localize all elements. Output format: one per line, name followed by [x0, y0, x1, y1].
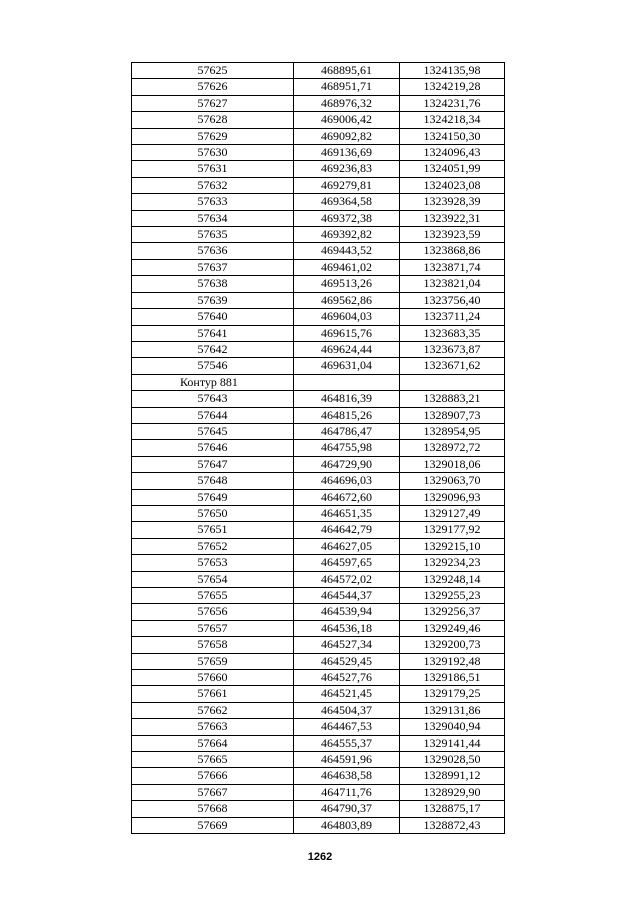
y-coordinate-cell: 1329028,50 — [400, 752, 505, 768]
x-coordinate-cell: 469604,03 — [294, 309, 400, 325]
point-id-cell: 57635 — [132, 227, 294, 243]
y-coordinate-cell: 1328972,72 — [400, 440, 505, 456]
y-coordinate-cell: 1323871,74 — [400, 259, 505, 275]
table-row — [132, 768, 505, 784]
table-row — [132, 637, 505, 653]
x-coordinate-cell: 469279,81 — [294, 177, 400, 193]
point-id-cell: 57654 — [132, 571, 294, 587]
x-coordinate-cell: 464711,76 — [294, 784, 400, 800]
point-id-cell: 57658 — [132, 637, 294, 653]
table-row — [132, 63, 505, 79]
point-id-cell: 57645 — [132, 423, 294, 439]
point-id-cell: 57667 — [132, 784, 294, 800]
point-id-cell: 57637 — [132, 259, 294, 275]
x-coordinate-cell: 464591,96 — [294, 752, 400, 768]
table-row — [132, 604, 505, 620]
x-coordinate-cell: 464527,34 — [294, 637, 400, 653]
table-row — [132, 128, 505, 144]
x-coordinate-cell: 469392,82 — [294, 227, 400, 243]
section-label: Контур 881 — [132, 374, 294, 390]
y-coordinate-cell: 1323673,87 — [400, 341, 505, 357]
table-row — [132, 620, 505, 636]
y-coordinate-cell: 1323671,62 — [400, 358, 505, 374]
x-coordinate-cell: 464672,60 — [294, 489, 400, 505]
x-coordinate-cell: 464539,94 — [294, 604, 400, 620]
point-id-cell: 57664 — [132, 735, 294, 751]
point-id-cell: 57649 — [132, 489, 294, 505]
table-row — [132, 752, 505, 768]
y-coordinate-cell: 1328991,12 — [400, 768, 505, 784]
x-coordinate-cell: 464555,37 — [294, 735, 400, 751]
table-row — [132, 588, 505, 604]
x-coordinate-cell: 469513,26 — [294, 276, 400, 292]
table-row — [132, 784, 505, 800]
y-coordinate-cell: 1329127,49 — [400, 505, 505, 521]
x-coordinate-cell: 464544,37 — [294, 588, 400, 604]
y-coordinate-cell: 1323711,24 — [400, 309, 505, 325]
table-row — [132, 325, 505, 341]
point-id-cell: 57660 — [132, 670, 294, 686]
point-id-cell: 57656 — [132, 604, 294, 620]
point-id-cell: 57665 — [132, 752, 294, 768]
table-row — [132, 456, 505, 472]
point-id-cell: 57629 — [132, 128, 294, 144]
point-id-cell: 57662 — [132, 702, 294, 718]
table-row — [132, 801, 505, 817]
y-coordinate-cell: 1329096,93 — [400, 489, 505, 505]
x-coordinate-cell: 464815,26 — [294, 407, 400, 423]
table-row — [132, 309, 505, 325]
x-coordinate-cell: 469615,76 — [294, 325, 400, 341]
y-coordinate-cell: 1329192,48 — [400, 653, 505, 669]
point-id-cell: 57625 — [132, 63, 294, 79]
x-coordinate-cell: 469006,42 — [294, 112, 400, 128]
point-id-cell: 57650 — [132, 505, 294, 521]
empty-cell — [400, 374, 505, 390]
x-coordinate-cell: 464638,58 — [294, 768, 400, 784]
x-coordinate-cell: 464790,37 — [294, 801, 400, 817]
x-coordinate-cell: 469562,86 — [294, 292, 400, 308]
table-row — [132, 538, 505, 554]
y-coordinate-cell: 1324051,99 — [400, 161, 505, 177]
x-coordinate-cell: 464642,79 — [294, 522, 400, 538]
point-id-cell: 57638 — [132, 276, 294, 292]
y-coordinate-cell: 1324219,28 — [400, 79, 505, 95]
table-row — [132, 210, 505, 226]
point-id-cell: 57655 — [132, 588, 294, 604]
point-id-cell: 57639 — [132, 292, 294, 308]
table-row — [132, 522, 505, 538]
y-coordinate-cell: 1324135,98 — [400, 63, 505, 79]
point-id-cell: 57546 — [132, 358, 294, 374]
point-id-cell: 57666 — [132, 768, 294, 784]
y-coordinate-cell: 1324023,08 — [400, 177, 505, 193]
y-coordinate-cell: 1323821,04 — [400, 276, 505, 292]
point-id-cell: 57634 — [132, 210, 294, 226]
y-coordinate-cell: 1328954,95 — [400, 423, 505, 439]
x-coordinate-cell: 464803,89 — [294, 817, 400, 833]
x-coordinate-cell: 464467,53 — [294, 719, 400, 735]
point-id-cell: 57647 — [132, 456, 294, 472]
x-coordinate-cell: 464651,35 — [294, 505, 400, 521]
point-id-cell: 57659 — [132, 653, 294, 669]
point-id-cell: 57631 — [132, 161, 294, 177]
y-coordinate-cell: 1329255,23 — [400, 588, 505, 604]
point-id-cell: 57633 — [132, 194, 294, 210]
x-coordinate-cell: 464536,18 — [294, 620, 400, 636]
table-row — [132, 473, 505, 489]
y-coordinate-cell: 1329131,86 — [400, 702, 505, 718]
y-coordinate-cell: 1328875,17 — [400, 801, 505, 817]
point-id-cell: 57641 — [132, 325, 294, 341]
y-coordinate-cell: 1329063,70 — [400, 473, 505, 489]
y-coordinate-cell: 1329179,25 — [400, 686, 505, 702]
table-row — [132, 145, 505, 161]
point-id-cell: 57630 — [132, 145, 294, 161]
x-coordinate-cell: 464729,90 — [294, 456, 400, 472]
point-id-cell: 57668 — [132, 801, 294, 817]
point-id-cell: 57661 — [132, 686, 294, 702]
x-coordinate-cell: 469461,02 — [294, 259, 400, 275]
x-coordinate-cell: 469624,44 — [294, 341, 400, 357]
point-id-cell: 57669 — [132, 817, 294, 833]
x-coordinate-cell: 469364,58 — [294, 194, 400, 210]
table-row — [132, 505, 505, 521]
section-row — [132, 374, 505, 390]
x-coordinate-cell: 464527,76 — [294, 670, 400, 686]
point-id-cell: 57636 — [132, 243, 294, 259]
point-id-cell: 57644 — [132, 407, 294, 423]
table-row — [132, 292, 505, 308]
table-row — [132, 555, 505, 571]
x-coordinate-cell: 464521,45 — [294, 686, 400, 702]
y-coordinate-cell: 1323756,40 — [400, 292, 505, 308]
point-id-cell: 57642 — [132, 341, 294, 357]
y-coordinate-cell: 1329215,10 — [400, 538, 505, 554]
y-coordinate-cell: 1328883,21 — [400, 391, 505, 407]
table-row — [132, 686, 505, 702]
x-coordinate-cell: 468976,32 — [294, 95, 400, 111]
point-id-cell: 57648 — [132, 473, 294, 489]
table-row — [132, 571, 505, 587]
table-row — [132, 227, 505, 243]
table-row — [132, 276, 505, 292]
y-coordinate-cell: 1324218,34 — [400, 112, 505, 128]
point-id-cell: 57632 — [132, 177, 294, 193]
x-coordinate-cell: 464572,02 — [294, 571, 400, 587]
x-coordinate-cell: 464504,37 — [294, 702, 400, 718]
table-row — [132, 243, 505, 259]
table-row — [132, 79, 505, 95]
point-id-cell: 57640 — [132, 309, 294, 325]
x-coordinate-cell: 469443,52 — [294, 243, 400, 259]
y-coordinate-cell: 1328929,90 — [400, 784, 505, 800]
x-coordinate-cell: 464696,03 — [294, 473, 400, 489]
table-row — [132, 391, 505, 407]
y-coordinate-cell: 1324150,30 — [400, 128, 505, 144]
y-coordinate-cell: 1323922,31 — [400, 210, 505, 226]
table-row — [132, 817, 505, 833]
y-coordinate-cell: 1328907,73 — [400, 407, 505, 423]
y-coordinate-cell: 1329256,37 — [400, 604, 505, 620]
table-row — [132, 112, 505, 128]
empty-cell — [294, 374, 400, 390]
table-row — [132, 702, 505, 718]
y-coordinate-cell: 1324231,76 — [400, 95, 505, 111]
y-coordinate-cell: 1328872,43 — [400, 817, 505, 833]
table-row — [132, 423, 505, 439]
table-row — [132, 177, 505, 193]
y-coordinate-cell: 1329186,51 — [400, 670, 505, 686]
table-row — [132, 161, 505, 177]
point-id-cell: 57653 — [132, 555, 294, 571]
table-row — [132, 653, 505, 669]
coordinates-table-body — [132, 63, 505, 834]
x-coordinate-cell: 469372,38 — [294, 210, 400, 226]
coordinates-table — [131, 62, 505, 834]
x-coordinate-cell: 464529,45 — [294, 653, 400, 669]
table-row — [132, 358, 505, 374]
table-row — [132, 194, 505, 210]
table-row — [132, 407, 505, 423]
y-coordinate-cell: 1324096,43 — [400, 145, 505, 161]
x-coordinate-cell: 464816,39 — [294, 391, 400, 407]
point-id-cell: 57663 — [132, 719, 294, 735]
point-id-cell: 57626 — [132, 79, 294, 95]
y-coordinate-cell: 1323683,35 — [400, 325, 505, 341]
y-coordinate-cell: 1329249,46 — [400, 620, 505, 636]
table-row — [132, 341, 505, 357]
table-row — [132, 670, 505, 686]
y-coordinate-cell: 1329177,92 — [400, 522, 505, 538]
y-coordinate-cell: 1329200,73 — [400, 637, 505, 653]
page-number: 1262 — [307, 851, 333, 863]
y-coordinate-cell: 1329248,14 — [400, 571, 505, 587]
x-coordinate-cell: 469236,83 — [294, 161, 400, 177]
x-coordinate-cell: 464627,05 — [294, 538, 400, 554]
y-coordinate-cell: 1323868,86 — [400, 243, 505, 259]
x-coordinate-cell: 464597,65 — [294, 555, 400, 571]
y-coordinate-cell: 1323928,39 — [400, 194, 505, 210]
point-id-cell: 57628 — [132, 112, 294, 128]
table-row — [132, 735, 505, 751]
x-coordinate-cell: 464755,98 — [294, 440, 400, 456]
point-id-cell: 57651 — [132, 522, 294, 538]
x-coordinate-cell: 469631,04 — [294, 358, 400, 374]
x-coordinate-cell: 469092,82 — [294, 128, 400, 144]
y-coordinate-cell: 1329018,06 — [400, 456, 505, 472]
y-coordinate-cell: 1329141,44 — [400, 735, 505, 751]
table-row — [132, 489, 505, 505]
y-coordinate-cell: 1323923,59 — [400, 227, 505, 243]
x-coordinate-cell: 468895,61 — [294, 63, 400, 79]
table-row — [132, 259, 505, 275]
x-coordinate-cell: 469136,69 — [294, 145, 400, 161]
x-coordinate-cell: 464786,47 — [294, 423, 400, 439]
y-coordinate-cell: 1329234,23 — [400, 555, 505, 571]
point-id-cell: 57643 — [132, 391, 294, 407]
y-coordinate-cell: 1329040,94 — [400, 719, 505, 735]
point-id-cell: 57657 — [132, 620, 294, 636]
table-row — [132, 95, 505, 111]
point-id-cell: 57652 — [132, 538, 294, 554]
table-row — [132, 440, 505, 456]
table-row — [132, 719, 505, 735]
x-coordinate-cell: 468951,71 — [294, 79, 400, 95]
point-id-cell: 57646 — [132, 440, 294, 456]
point-id-cell: 57627 — [132, 95, 294, 111]
